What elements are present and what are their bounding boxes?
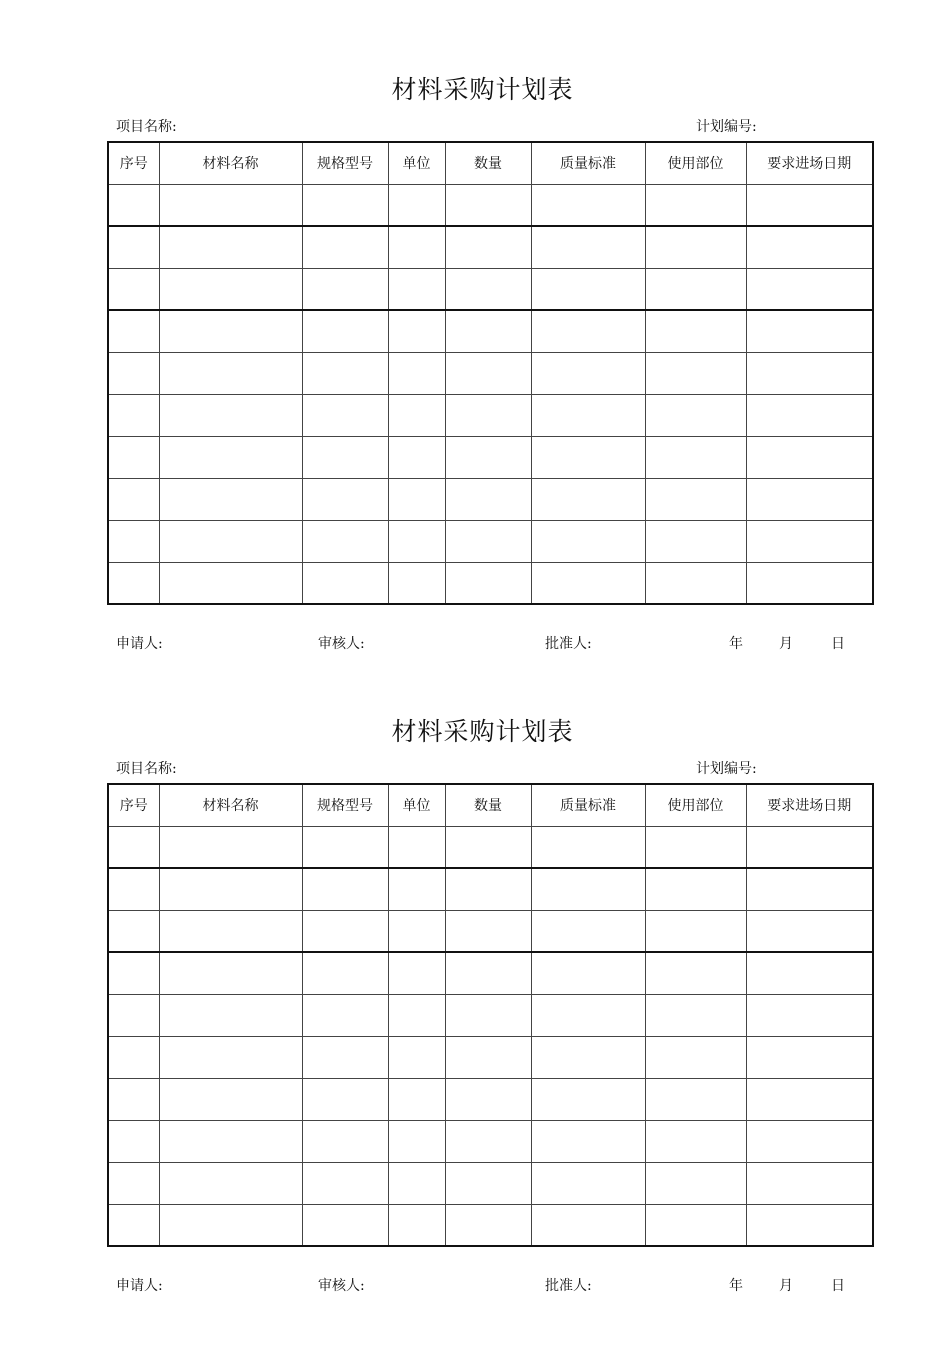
table-cell[interactable] [645,868,746,910]
table-cell[interactable] [302,184,388,226]
table-cell[interactable] [746,352,873,394]
table-cell[interactable] [445,994,531,1036]
table-cell[interactable] [108,478,159,520]
table-cell[interactable] [746,1120,873,1162]
table-row [108,1036,873,1078]
table-cell[interactable] [445,826,531,868]
month-label: 月 [779,1278,793,1294]
table-cell[interactable] [445,1078,531,1120]
table-cell[interactable] [108,436,159,478]
table-cell[interactable] [388,268,445,310]
header-usage-location: 使用部位 [645,142,746,184]
table-cell[interactable] [746,1204,873,1246]
table-cell[interactable] [302,394,388,436]
table-cell[interactable] [108,1162,159,1204]
table-cell[interactable] [388,478,445,520]
table-cell[interactable] [531,868,645,910]
reviewer-label: 审核人: [318,636,365,652]
table-cell[interactable] [159,1036,302,1078]
header-seq: 序号 [108,142,159,184]
table-row [108,226,873,268]
header-material-name: 材料名称 [159,784,302,826]
month-label: 月 [779,636,793,652]
year-label: 年 [729,1278,743,1294]
purchase-plan-form [0,60,950,700]
table-cell[interactable] [746,520,873,562]
table-cell[interactable] [445,1036,531,1078]
table-cell[interactable] [159,562,302,604]
table-cell[interactable] [302,1078,388,1120]
table-cell[interactable] [531,826,645,868]
table-cell[interactable] [108,268,159,310]
table-cell[interactable] [302,1162,388,1204]
table-cell[interactable] [645,1120,746,1162]
table-cell[interactable] [531,910,645,952]
table-row [108,268,873,310]
project-name-label: 项目名称: [116,761,177,777]
table-cell[interactable] [746,226,873,268]
table-cell[interactable] [531,268,645,310]
table-cell[interactable] [645,562,746,604]
purchase-plan-form [0,702,950,1342]
table-row [108,1120,873,1162]
table-cell[interactable] [531,352,645,394]
day-label: 日 [831,1278,845,1294]
header-seq: 序号 [108,784,159,826]
table-cell[interactable] [445,436,531,478]
table-cell[interactable] [388,994,445,1036]
table-cell[interactable] [746,1162,873,1204]
table-cell[interactable] [445,268,531,310]
table-cell[interactable] [388,562,445,604]
plan-number-label: 计划编号: [696,761,757,777]
table-cell[interactable] [388,436,445,478]
applicant-label: 申请人: [116,636,163,652]
table-cell[interactable] [746,394,873,436]
table-cell[interactable] [388,826,445,868]
table-cell[interactable] [388,952,445,994]
table-cell[interactable] [445,478,531,520]
table-row [108,184,873,226]
table-body [108,826,873,1246]
table-cell[interactable] [531,952,645,994]
table-cell[interactable] [159,310,302,352]
table-cell[interactable] [746,1036,873,1078]
table-cell[interactable] [531,562,645,604]
header-required-date: 要求进场日期 [746,142,873,184]
header-usage-location: 使用部位 [645,784,746,826]
table-cell[interactable] [531,478,645,520]
table-cell[interactable] [302,1120,388,1162]
materials-table [107,783,874,1247]
table-row [108,394,873,436]
table-cell[interactable] [302,952,388,994]
table-cell[interactable] [445,1162,531,1204]
table-cell[interactable] [108,394,159,436]
table-cell[interactable] [302,1204,388,1246]
header-spec-model: 规格型号 [302,784,388,826]
table-cell[interactable] [531,520,645,562]
table-cell[interactable] [445,352,531,394]
table-cell[interactable] [746,268,873,310]
table-cell[interactable] [388,1204,445,1246]
table-cell[interactable] [645,436,746,478]
project-name-label: 项目名称: [116,119,177,135]
table-cell[interactable] [108,184,159,226]
table-cell[interactable] [645,910,746,952]
table-cell[interactable] [645,352,746,394]
table-cell[interactable] [531,394,645,436]
table-cell[interactable] [108,352,159,394]
table-cell[interactable] [108,952,159,994]
table-cell[interactable] [746,1078,873,1120]
table-cell[interactable] [645,994,746,1036]
table-cell[interactable] [302,994,388,1036]
table-cell[interactable] [445,562,531,604]
table-cell[interactable] [302,520,388,562]
table-cell[interactable] [531,184,645,226]
table-cell[interactable] [531,1204,645,1246]
table-row [108,310,873,352]
table-header-row [108,142,873,184]
table-row [108,478,873,520]
table-cell[interactable] [645,952,746,994]
table-cell[interactable] [388,910,445,952]
table-cell[interactable] [746,910,873,952]
table-cell[interactable] [746,310,873,352]
table-cell[interactable] [108,868,159,910]
table-cell[interactable] [645,226,746,268]
table-cell[interactable] [388,394,445,436]
table-cell[interactable] [388,352,445,394]
table-row [108,826,873,868]
table-cell[interactable] [445,1120,531,1162]
table-cell[interactable] [302,562,388,604]
table-cell[interactable] [645,394,746,436]
table-cell[interactable] [445,226,531,268]
table-cell[interactable] [645,1036,746,1078]
day-label: 日 [831,636,845,652]
table-cell[interactable] [302,352,388,394]
table-cell[interactable] [645,478,746,520]
table-cell[interactable] [159,436,302,478]
table-cell[interactable] [302,478,388,520]
table-cell[interactable] [645,184,746,226]
materials-table [107,141,874,605]
table-row [108,952,873,994]
table-cell[interactable] [445,394,531,436]
table-cell[interactable] [531,994,645,1036]
table-cell[interactable] [388,1120,445,1162]
table-cell[interactable] [159,952,302,994]
table-cell[interactable] [302,1036,388,1078]
table-cell[interactable] [388,1036,445,1078]
table-cell[interactable] [445,184,531,226]
table-header-row [108,784,873,826]
table-cell[interactable] [645,310,746,352]
table-cell[interactable] [108,910,159,952]
table-cell[interactable] [531,436,645,478]
table-cell[interactable] [531,1162,645,1204]
table-cell[interactable] [302,268,388,310]
table-cell[interactable] [645,1078,746,1120]
table-cell[interactable] [445,520,531,562]
table-cell[interactable] [159,226,302,268]
table-cell[interactable] [746,184,873,226]
table-cell[interactable] [108,1120,159,1162]
table-cell[interactable] [159,478,302,520]
table-row [108,520,873,562]
table-cell[interactable] [159,184,302,226]
table-cell[interactable] [645,1162,746,1204]
table-cell[interactable] [445,910,531,952]
table-cell[interactable] [302,868,388,910]
table-row [108,994,873,1036]
table-cell[interactable] [302,226,388,268]
table-cell[interactable] [645,1204,746,1246]
table-cell[interactable] [645,826,746,868]
table-cell[interactable] [746,868,873,910]
table-row [108,352,873,394]
form-title: 材料采购计划表 [391,75,574,104]
header-unit: 单位 [388,142,445,184]
table-cell[interactable] [531,1120,645,1162]
table-cell[interactable] [302,310,388,352]
table-cell[interactable] [159,910,302,952]
table-cell[interactable] [445,1204,531,1246]
reviewer-label: 审核人: [318,1278,365,1294]
table-cell[interactable] [108,310,159,352]
table-cell[interactable] [531,310,645,352]
table-row [108,562,873,604]
table-cell[interactable] [388,1078,445,1120]
table-cell[interactable] [108,562,159,604]
applicant-label: 申请人: [116,1278,163,1294]
table-row [108,436,873,478]
table-row [108,1078,873,1120]
approver-label: 批准人: [545,636,592,652]
table-cell[interactable] [645,268,746,310]
table-cell[interactable] [302,826,388,868]
approver-label: 批准人: [545,1278,592,1294]
table-cell[interactable] [445,868,531,910]
table-cell[interactable] [159,1204,302,1246]
header-quantity: 数量 [445,142,531,184]
table-cell[interactable] [108,1078,159,1120]
header-quality-standard: 质量标准 [531,784,645,826]
table-cell[interactable] [531,1078,645,1120]
table-cell[interactable] [108,826,159,868]
table-cell[interactable] [108,520,159,562]
table-cell[interactable] [108,1204,159,1246]
table-cell[interactable] [159,868,302,910]
table-cell[interactable] [531,226,645,268]
header-required-date: 要求进场日期 [746,784,873,826]
table-cell[interactable] [388,868,445,910]
table-cell[interactable] [302,436,388,478]
table-cell[interactable] [159,994,302,1036]
header-quality-standard: 质量标准 [531,142,645,184]
table-cell[interactable] [159,1120,302,1162]
table-cell[interactable] [159,826,302,868]
table-cell[interactable] [531,1036,645,1078]
table-cell[interactable] [388,520,445,562]
header-material-name: 材料名称 [159,142,302,184]
header-spec-model: 规格型号 [302,142,388,184]
year-label: 年 [729,636,743,652]
table-cell[interactable] [445,952,531,994]
table-cell[interactable] [746,436,873,478]
table-cell[interactable] [159,1078,302,1120]
table-row [108,868,873,910]
table-row [108,1204,873,1246]
table-cell[interactable] [108,1036,159,1078]
form-title: 材料采购计划表 [391,717,574,746]
table-cell[interactable] [302,910,388,952]
table-cell[interactable] [159,394,302,436]
table-cell[interactable] [746,826,873,868]
table-cell[interactable] [388,1162,445,1204]
header-unit: 单位 [388,784,445,826]
table-cell[interactable] [159,268,302,310]
table-row [108,1162,873,1204]
table-cell[interactable] [159,1162,302,1204]
header-quantity: 数量 [445,784,531,826]
table-cell[interactable] [746,478,873,520]
table-cell[interactable] [388,226,445,268]
table-cell[interactable] [108,994,159,1036]
table-cell[interactable] [746,562,873,604]
table-cell[interactable] [108,226,159,268]
table-cell[interactable] [159,352,302,394]
table-cell[interactable] [388,184,445,226]
table-cell[interactable] [645,520,746,562]
table-row [108,910,873,952]
plan-number-label: 计划编号: [696,119,757,135]
table-cell[interactable] [746,994,873,1036]
table-body [108,184,873,604]
table-cell[interactable] [746,952,873,994]
table-cell[interactable] [445,310,531,352]
table-cell[interactable] [159,520,302,562]
table-cell[interactable] [388,310,445,352]
